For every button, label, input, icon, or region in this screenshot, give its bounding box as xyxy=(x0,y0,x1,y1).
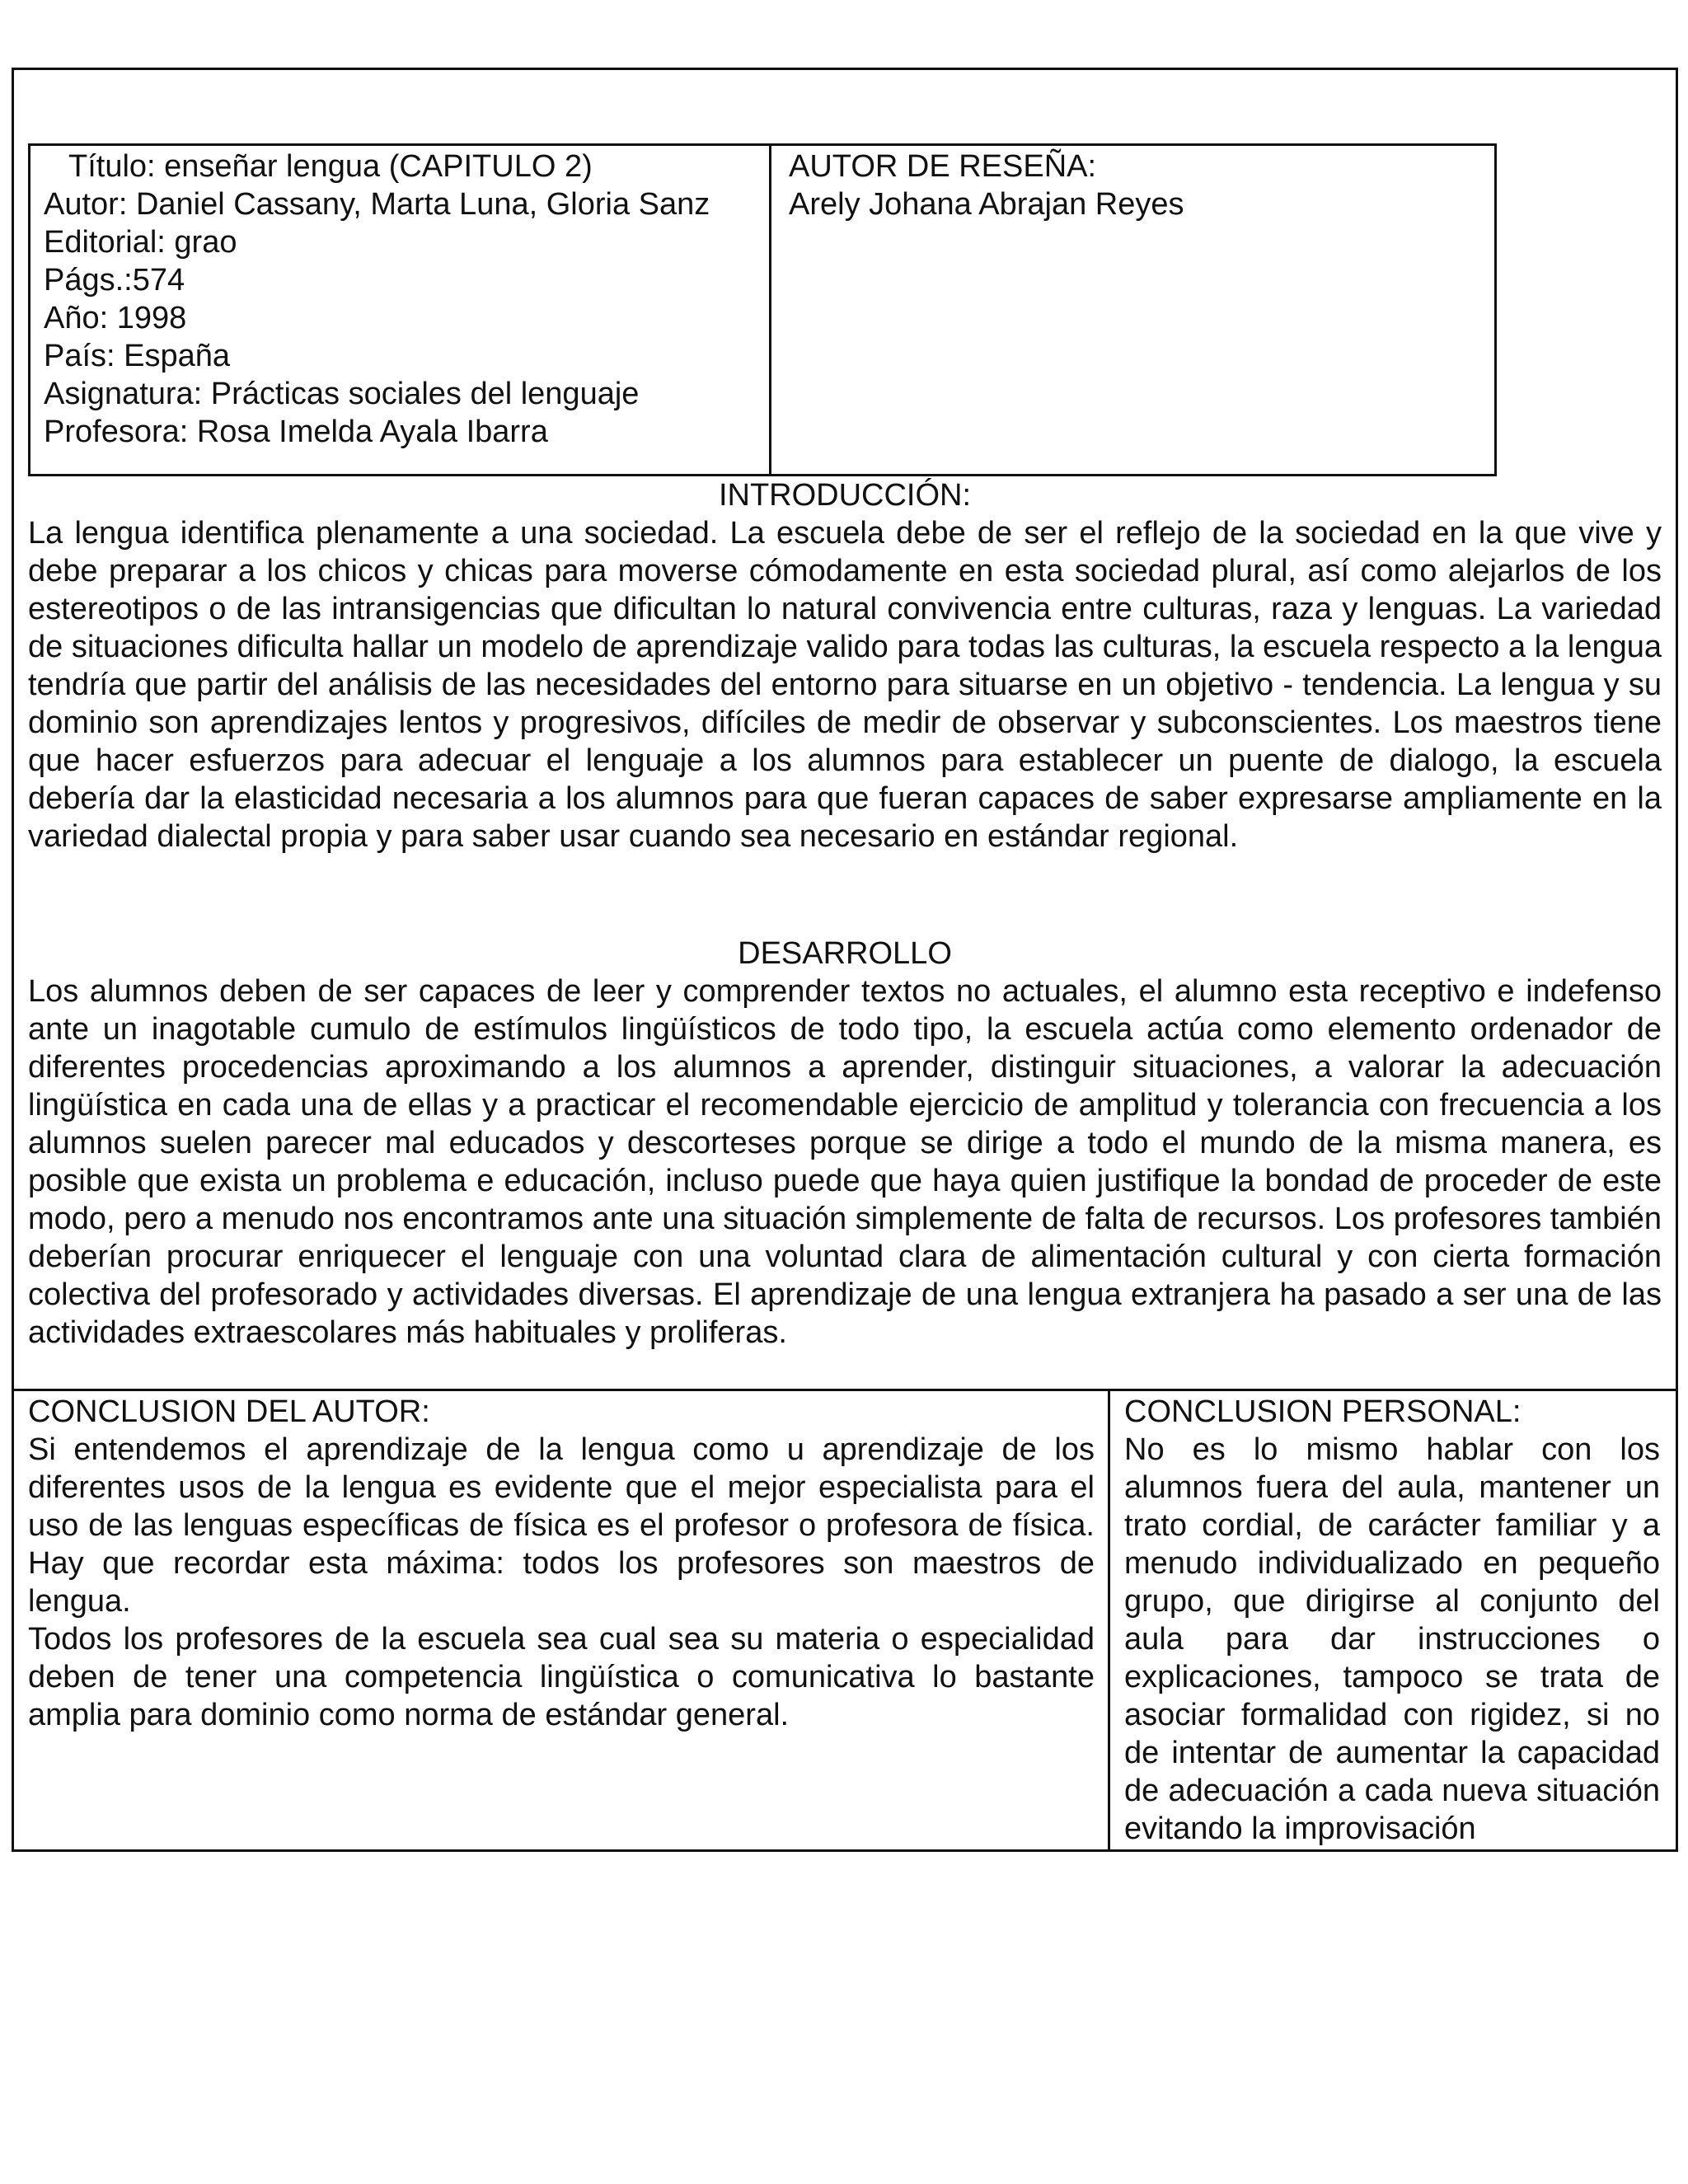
introduccion-heading: INTRODUCCIÓN: xyxy=(718,478,972,513)
book-info-table xyxy=(28,143,1497,476)
review-author-name: Arely Johana Abrajan Reyes xyxy=(789,187,1184,222)
conclusion-autor-heading: CONCLUSION DEL AUTOR: xyxy=(28,1394,430,1429)
book-publisher: Editorial: grao xyxy=(44,225,237,260)
conclusion-autor-paragraph-1: Si entendemos el aprendizaje de la lengua como u aprendizaje de los diferentes usos de la lengua es evidente que el mejor especialista para el uso de las lenguas específicas de física es el profesor o profesora de física. Hay que recordar esta máxima: todos los profesores son maestros de lengua. xyxy=(28,1432,1095,1619)
book-year: Año: 1998 xyxy=(44,301,187,335)
conclusions-divider xyxy=(1108,1389,1110,1852)
review-author-label: AUTOR DE RESEÑA: xyxy=(789,149,1097,184)
book-authors: Autor: Daniel Cassany, Marta Luna, Gloria Sanz xyxy=(44,187,710,222)
review-author-cell xyxy=(789,148,1481,223)
conclusion-autor-cell xyxy=(28,1393,1095,1734)
conclusion-personal-text: No es lo mismo hablar con los alumnos fuera del aula, mantener un trato cordial, de carácter familiar y a menudo individualizado en pequeño grupo, que dirigirse al conjunto del aula para dar instrucciones o explicaciones, tampoco se trata de asociar formalidad con rigidez, si no de intentar de aumentar la capacidad de adecuación a cada nueva situación evitando la improvisación xyxy=(1124,1432,1660,1846)
introduccion-text: La lengua identifica plenamente a una sociedad. La escuela debe de ser el reflejo de la sociedad en la que vive y debe preparar a los chicos y chicas para moverse cómodamente en esta sociedad plural, así como alejarlos de los estereotipos o de las intransigencias que dificultan lo natural convivencia entre culturas, raza y lenguas. La variedad de situaciones dificulta hallar un modelo de aprendizaje valido para todas las culturas, la escuela respecto a la lengua tendría que partir del análisis de las necesidades del entorno para situarse en un objetivo - tendencia. La lengua y su dominio son aprendizajes lentos y progresivos, difíciles de medir de observar y subconscientes. Los maestros tiene que hacer esfuerzos para adecuar el lenguaje a los alumnos para establecer un puente de dialogo, la escuela debería dar la elasticidad necesaria a los alumnos para que fueran capaces de saber expresarse ampliamente en la variedad dialectal propia y para saber usar cuando sea necesario en estándar regional. xyxy=(28,516,1662,854)
conclusion-personal-heading: CONCLUSION PERSONAL: xyxy=(1124,1394,1522,1429)
conclusion-autor-paragraph-2: Todos los profesores de la escuela sea cual sea su materia o especialidad deben de tener una competencia lingüística o comunicativa lo bastante amplia para dominio como norma de estándar general. xyxy=(28,1622,1095,1732)
teacher: Profesora: Rosa Imelda Ayala Ibarra xyxy=(44,415,548,449)
conclusions-right-border xyxy=(1676,1389,1678,1852)
book-country: País: España xyxy=(44,339,231,373)
book-pages: Págs.:574 xyxy=(44,263,185,298)
conclusions-bottom-border xyxy=(12,1849,1678,1852)
subject: Asignatura: Prácticas sociales del lenguaje xyxy=(44,377,640,411)
info-table-divider xyxy=(769,146,771,474)
book-details-cell xyxy=(44,148,762,451)
desarrollo-heading: DESARROLLO xyxy=(738,936,952,971)
desarrollo-text: Los alumnos deben de ser capaces de leer y comprender textos no actuales, el alumno esta receptivo e indefenso ante un inagotable cumulo de estímulos lingüísticos de todo tipo, la escuela actúa como elemento ordenador de diferentes procedencias aproximando a los alumnos a aprender, distinguir situaciones, a valorar la adecuación lingüística en cada una de ellas y a practicar el recomendable ejercicio de amplitud y tolerancia con frecuencia a los alumnos suelen parecer mal educados y descorteses porque se dirige a todo el mundo de la misma manera, es posible que exista un problema e educación, incluso puede que haya quien justifique la bondad de proceder de este modo, pero a menudo nos encontramos ante una situación simplemente de falta de recursos. Los profesores también deberían procurar enriquecer el lenguaje con una voluntad clara de alimentación cultural y con cierta formación colectiva del profesorado y actividades diversas. El aprendizaje de una lengua extranjera ha pasado a ser una de las actividades extraescolares más habituales y proliferas. xyxy=(28,974,1662,1350)
conclusion-personal-cell xyxy=(1124,1393,1660,1848)
book-title: Título: enseñar lengua (CAPITULO 2) xyxy=(68,149,593,184)
conclusions-left-border xyxy=(12,1389,14,1852)
conclusions-top-border xyxy=(12,1389,1678,1391)
